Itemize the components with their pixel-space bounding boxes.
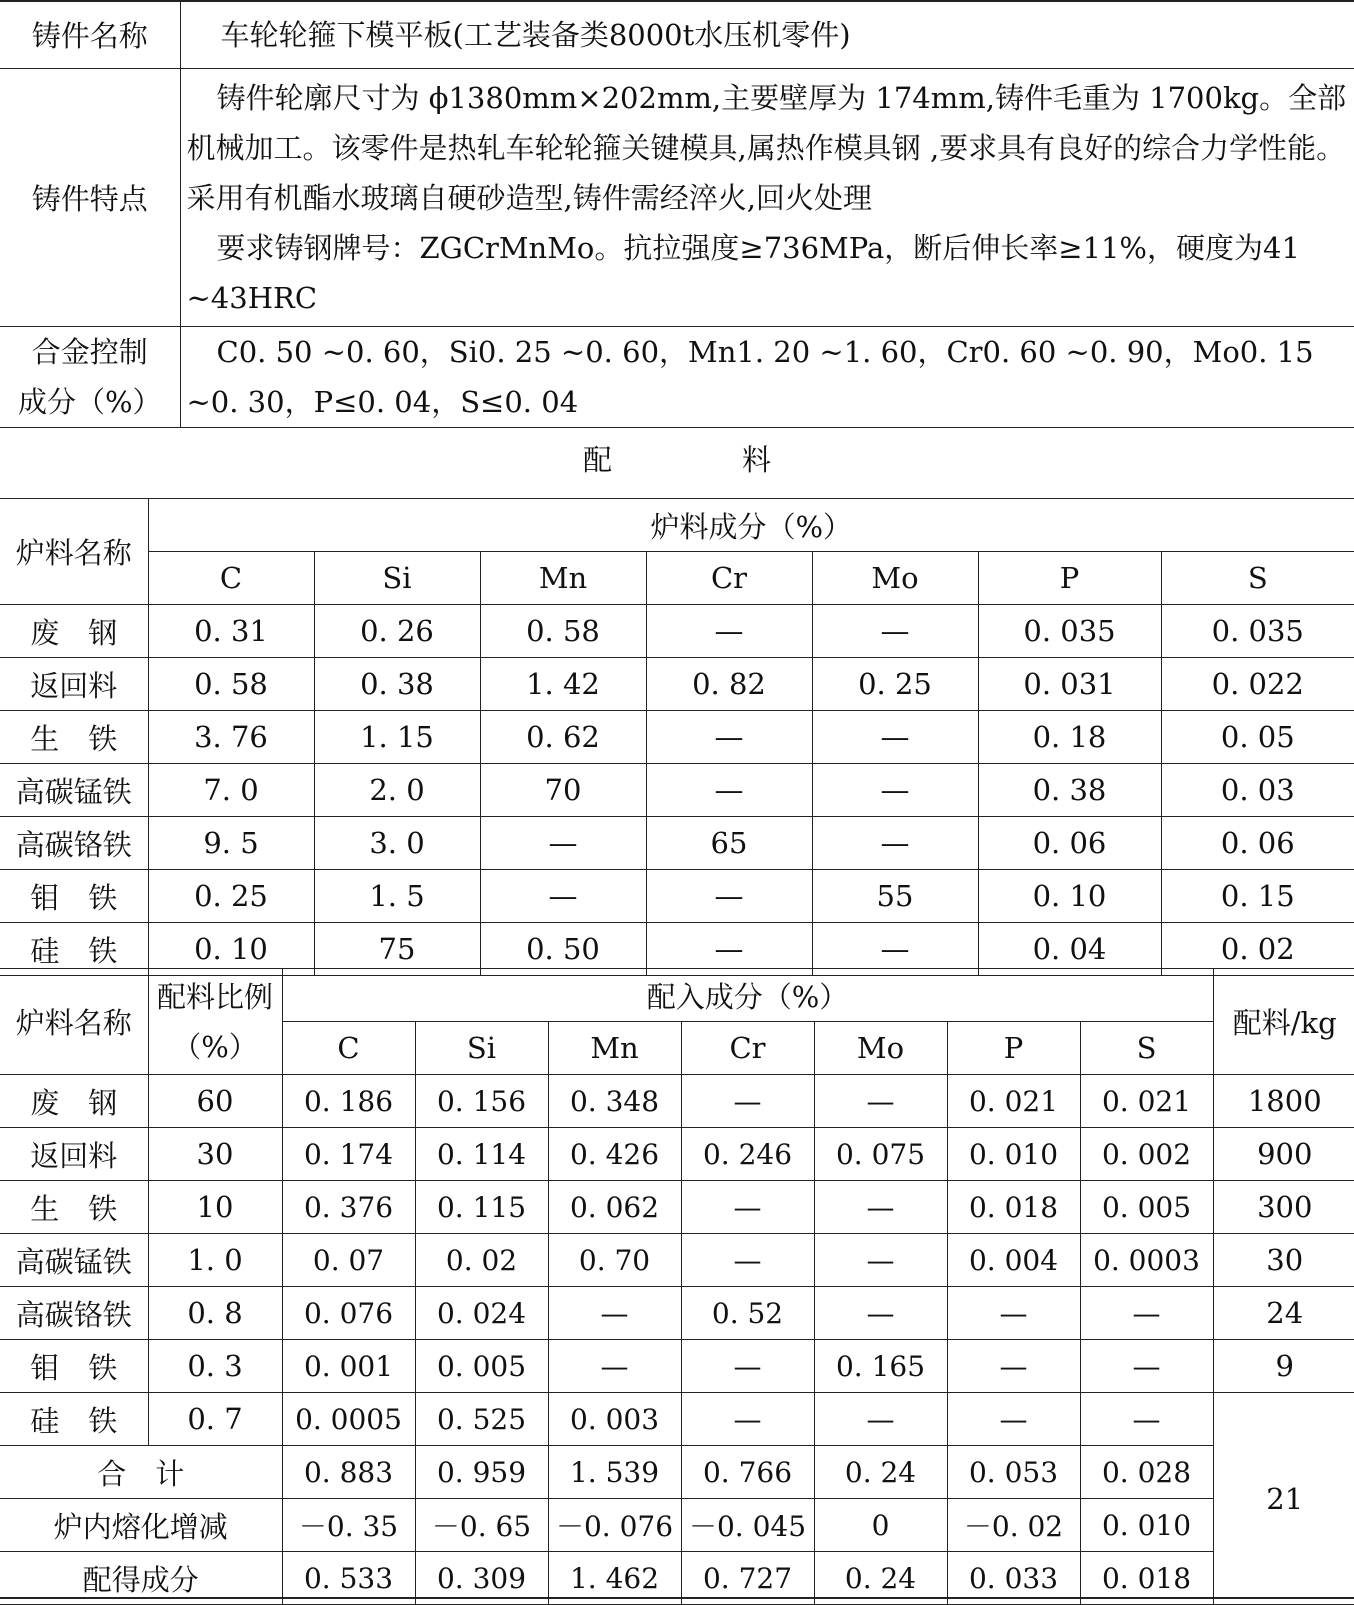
mix-row-kg: 24 (1213, 1287, 1354, 1340)
mix-row-kg: 9 (1213, 1340, 1354, 1393)
mix-cell: 0. 174 (282, 1128, 415, 1181)
charge-cell: — (646, 923, 812, 976)
mix-total-cell: 0. 028 (1080, 1446, 1213, 1499)
mix-melt-cell: －0. 35 (282, 1499, 415, 1552)
charge-cell: 0. 62 (480, 711, 646, 764)
mix-row-name: 硅 铁 (0, 1393, 148, 1446)
mix-cell: 0. 004 (947, 1234, 1080, 1287)
mix-col-header: Mo (814, 1022, 947, 1075)
mix-cell: 0. 186 (282, 1075, 415, 1128)
mix-row-name: 高碳铬铁 (0, 1287, 148, 1340)
mix-cell: — (548, 1340, 681, 1393)
mix-total-cell: 1. 539 (548, 1446, 681, 1499)
mix-cell: 0. 001 (282, 1340, 415, 1393)
mix-row (0, 1393, 1354, 1446)
mix-cell: — (681, 1075, 814, 1128)
charge-cell: 1. 15 (314, 711, 480, 764)
charge-cell: 0. 031 (978, 658, 1161, 711)
mix-cell: 0. 114 (415, 1128, 548, 1181)
charge-cell: 0. 38 (978, 764, 1161, 817)
mix-cell: 0. 156 (415, 1075, 548, 1128)
charge-row (0, 764, 1354, 817)
charge-cell: 7. 0 (148, 764, 314, 817)
mix-cell: — (947, 1287, 1080, 1340)
charge-cell: 0. 25 (812, 658, 978, 711)
mix-cell: 0. 018 (947, 1181, 1080, 1234)
charge-cell: — (812, 605, 978, 658)
charge-cell: 0. 50 (480, 923, 646, 976)
mix-ratio-header-line-2: （%） (149, 1022, 282, 1072)
mix-row-ratio: 0. 3 (148, 1340, 282, 1393)
mix-col-header: C (282, 1022, 415, 1075)
charge-cell: 70 (480, 764, 646, 817)
mix-cell: — (548, 1287, 681, 1340)
mix-row-ratio: 10 (148, 1181, 282, 1234)
mix-cell: 0. 0003 (1080, 1234, 1213, 1287)
mix-row-name: 废 钢 (0, 1075, 148, 1128)
mix-cell: 0. 165 (814, 1340, 947, 1393)
mix-row-kg: 30 (1213, 1234, 1354, 1287)
mix-cell: 0. 076 (282, 1287, 415, 1340)
mix-total-row (0, 1446, 1354, 1499)
mix-cell: — (814, 1181, 947, 1234)
mix-row (0, 1340, 1354, 1393)
charge-cell: 1. 5 (314, 870, 480, 923)
charge-cell: 9. 5 (148, 817, 314, 870)
mix-melt-cell: －0. 045 (681, 1499, 814, 1552)
mix-row-ratio: 0. 7 (148, 1393, 282, 1446)
casting-name-label: 铸件名称 (0, 1, 180, 69)
charge-cell: 0. 03 (1161, 764, 1354, 817)
mix-ratio-header (148, 969, 282, 1075)
mix-cell: — (814, 1393, 947, 1446)
bottom-rule (0, 1597, 1354, 1599)
charge-row-name: 废 钢 (0, 605, 148, 658)
charge-cell: — (812, 764, 978, 817)
mix-row-ratio: 0. 8 (148, 1287, 282, 1340)
charge-col-header: Cr (646, 552, 812, 605)
mix-col-header: Mn (548, 1022, 681, 1075)
charge-cell: 55 (812, 870, 978, 923)
mix-result-cell: 0. 309 (415, 1552, 548, 1605)
charge-col-header: Mn (480, 552, 646, 605)
mix-cell: — (1080, 1340, 1213, 1393)
mix-result-cell: 0. 727 (681, 1552, 814, 1605)
charge-composition-table (0, 498, 1354, 976)
mix-row-ratio: 1. 0 (148, 1234, 282, 1287)
charge-row (0, 870, 1354, 923)
mix-cell: 0. 005 (415, 1340, 548, 1393)
charge-cell: 0. 10 (148, 923, 314, 976)
mix-cell: 0. 376 (282, 1181, 415, 1234)
charge-cell: 2. 0 (314, 764, 480, 817)
mix-row (0, 1287, 1354, 1340)
mix-cell: 0. 075 (814, 1128, 947, 1181)
charge-cell: 0. 035 (978, 605, 1161, 658)
mix-cell: 0. 07 (282, 1234, 415, 1287)
charge-cell: 0. 06 (1161, 817, 1354, 870)
mix-row-name: 生 铁 (0, 1181, 148, 1234)
charge-cell: 75 (314, 923, 480, 976)
charge-cell: 65 (646, 817, 812, 870)
charge-cell: 0. 26 (314, 605, 480, 658)
charge-cell: 0. 10 (978, 870, 1161, 923)
mix-cell: 0. 002 (1080, 1128, 1213, 1181)
mix-row (0, 1128, 1354, 1181)
charge-cell: 0. 05 (1161, 711, 1354, 764)
mix-cell: 0. 005 (1080, 1181, 1213, 1234)
mix-melt-cell: 0. 010 (1080, 1499, 1213, 1552)
mix-cell: 0. 02 (415, 1234, 548, 1287)
charge-cell: 0. 58 (480, 605, 646, 658)
mix-cell: 0. 70 (548, 1234, 681, 1287)
mix-cell: — (681, 1393, 814, 1446)
charge-cell: 0. 82 (646, 658, 812, 711)
mix-cell: 0. 010 (947, 1128, 1080, 1181)
mix-weight-header: 配料/kg (1213, 969, 1354, 1075)
charge-cell: 0. 06 (978, 817, 1161, 870)
mix-name-header: 炉料名称 (0, 969, 148, 1075)
charge-cell: — (812, 817, 978, 870)
mix-result-cell: 0. 033 (947, 1552, 1080, 1605)
mix-total-cell: 0. 24 (814, 1446, 947, 1499)
charge-group-header: 炉料成分（%） (148, 499, 1354, 552)
alloy-control-label-line-1: 合金控制 (0, 327, 180, 377)
mix-row-ratio: 60 (148, 1075, 282, 1128)
charge-cell: 0. 02 (1161, 923, 1354, 976)
mix-cell: 0. 021 (1080, 1075, 1213, 1128)
mix-row-name: 返回料 (0, 1128, 148, 1181)
mix-cell: — (814, 1287, 947, 1340)
charge-header-row-1 (0, 499, 1354, 552)
mix-header-row-1 (0, 969, 1354, 1022)
charge-cell: 0. 58 (148, 658, 314, 711)
mix-cell: 0. 021 (947, 1075, 1080, 1128)
mix-melt-cell: －0. 65 (415, 1499, 548, 1552)
mix-result-label: 配得成分 (0, 1552, 282, 1605)
mix-col-header: P (947, 1022, 1080, 1075)
mix-total-cell: 0. 883 (282, 1446, 415, 1499)
mix-row (0, 1181, 1354, 1234)
charge-row-name: 高碳铬铁 (0, 817, 148, 870)
mix-cell: — (814, 1075, 947, 1128)
charge-col-header: S (1161, 552, 1354, 605)
charge-cell: — (646, 764, 812, 817)
charge-cell: 0. 04 (978, 923, 1161, 976)
charge-cell: — (646, 711, 812, 764)
charge-col-header: Mo (812, 552, 978, 605)
mix-row-kg: 1800 (1213, 1075, 1354, 1128)
mix-result-cell: 0. 533 (282, 1552, 415, 1605)
mix-group-header: 配入成分（%） (282, 969, 1213, 1022)
charge-row (0, 817, 1354, 870)
charge-row (0, 658, 1354, 711)
mix-cell: — (814, 1234, 947, 1287)
mix-row-kg: 300 (1213, 1181, 1354, 1234)
charge-cell: — (480, 870, 646, 923)
mix-composition-table (0, 968, 1354, 1605)
mix-row-name: 高碳锰铁 (0, 1234, 148, 1287)
casting-info-table (0, 0, 1354, 428)
mix-cell: — (947, 1393, 1080, 1446)
charge-cell: — (480, 817, 646, 870)
mix-cell: — (1080, 1393, 1213, 1446)
mix-result-cell: 1. 462 (548, 1552, 681, 1605)
mix-col-header: Si (415, 1022, 548, 1075)
alloy-control-label-line-2: 成分（%） (0, 377, 180, 427)
charge-cell: 0. 15 (1161, 870, 1354, 923)
charge-row-name: 钼 铁 (0, 870, 148, 923)
section-title: 配料 (0, 438, 1354, 479)
mix-melt-label: 炉内熔化增减 (0, 1499, 282, 1552)
mix-cell: 0. 0005 (282, 1393, 415, 1446)
casting-feature-row (0, 69, 1354, 327)
charge-cell: — (812, 711, 978, 764)
mix-total-label: 合 计 (0, 1446, 282, 1499)
casting-feature-paragraph-1: 铸件轮廓尺寸为 ϕ1380mm×202mm,主要壁厚为 174mm,铸件毛重为 1700kg。全部机械加工。该零件是热轧车轮轮箍关键模具,属热作模具钢 ,要求具有良好的综合力学性能。采用有机酯水玻璃自硬砂造型,铸件需经淬火,回火处理 (187, 73, 1354, 223)
mix-cell: — (947, 1340, 1080, 1393)
alloy-control-label (0, 327, 180, 428)
mix-melt-cell: －0. 02 (947, 1499, 1080, 1552)
charge-cell: 0. 035 (1161, 605, 1354, 658)
mix-cell: 0. 062 (548, 1181, 681, 1234)
mix-row-kg: 900 (1213, 1128, 1354, 1181)
charge-cell: 0. 38 (314, 658, 480, 711)
mix-row-ratio: 30 (148, 1128, 282, 1181)
charge-row-name: 生 铁 (0, 711, 148, 764)
mix-cell: — (1080, 1287, 1213, 1340)
charge-row-name: 返回料 (0, 658, 148, 711)
charge-cell: 0. 18 (978, 711, 1161, 764)
mix-row-name: 钼 铁 (0, 1340, 148, 1393)
mix-melt-row (0, 1499, 1354, 1552)
mix-total-cell: 0. 766 (681, 1446, 814, 1499)
charge-cell: 3. 0 (314, 817, 480, 870)
mix-cell: 0. 003 (548, 1393, 681, 1446)
charge-cell: 0. 022 (1161, 658, 1354, 711)
mix-cell: 0. 246 (681, 1128, 814, 1181)
charge-row (0, 605, 1354, 658)
charge-row-name: 高碳锰铁 (0, 764, 148, 817)
charge-col-header: C (148, 552, 314, 605)
mix-cell: 0. 348 (548, 1075, 681, 1128)
casting-feature-label: 铸件特点 (0, 69, 180, 327)
charge-name-header: 炉料名称 (0, 499, 148, 605)
mix-total-cell: 0. 959 (415, 1446, 548, 1499)
mix-row (0, 1234, 1354, 1287)
charge-cell: — (646, 870, 812, 923)
mix-col-header: Cr (681, 1022, 814, 1075)
casting-feature-content (180, 69, 1354, 327)
mix-cell: 0. 525 (415, 1393, 548, 1446)
mix-row (0, 1075, 1354, 1128)
casting-name-value: 车轮轮箍下模平板(工艺装备类8000t水压机零件) (180, 1, 1354, 69)
mix-result-cell: 0. 24 (814, 1552, 947, 1605)
charge-row-name: 硅 铁 (0, 923, 148, 976)
mix-result-cell: 0. 018 (1080, 1552, 1213, 1605)
alloy-control-value: C0. 50 ~0. 60，Si0. 25 ~0. 60，Mn1. 20 ~1. 60，Cr0. 60 ~0. 90，Mo0. 15 ~0. 30，P≤0. 04，S≤0. 04 (180, 327, 1354, 428)
mix-cell: — (681, 1340, 814, 1393)
mix-cell: 0. 115 (415, 1181, 548, 1234)
charge-cell: 1. 42 (480, 658, 646, 711)
mix-merged-kg: 21 (1213, 1393, 1354, 1605)
charge-row (0, 711, 1354, 764)
mix-cell: 0. 426 (548, 1128, 681, 1181)
charge-body (0, 605, 1354, 976)
casting-feature-paragraph-2: 要求铸钢牌号：ZGCrMnMo。抗拉强度≥736MPa，断后伸长率≥11%，硬度为41 ~43HRC (187, 223, 1354, 323)
charge-header-row-2 (0, 552, 1354, 605)
charge-col-header: Si (314, 552, 480, 605)
mix-cell: — (681, 1181, 814, 1234)
charge-cell: 0. 31 (148, 605, 314, 658)
charge-cell: — (646, 605, 812, 658)
charge-cell: 0. 25 (148, 870, 314, 923)
mix-melt-cell: －0. 076 (548, 1499, 681, 1552)
mix-ratio-header-line-1: 配料比例 (149, 972, 282, 1022)
alloy-control-row (0, 327, 1354, 428)
mix-col-header: S (1080, 1022, 1213, 1075)
mix-cell: — (681, 1234, 814, 1287)
charge-cell: — (812, 923, 978, 976)
charge-col-header: P (978, 552, 1161, 605)
mix-cell: 0. 024 (415, 1287, 548, 1340)
mix-body (0, 1075, 1354, 1605)
mix-cell: 0. 52 (681, 1287, 814, 1340)
mix-melt-cell: 0 (814, 1499, 947, 1552)
casting-name-row (0, 1, 1354, 69)
charge-cell: 3. 76 (148, 711, 314, 764)
mix-total-cell: 0. 053 (947, 1446, 1080, 1499)
